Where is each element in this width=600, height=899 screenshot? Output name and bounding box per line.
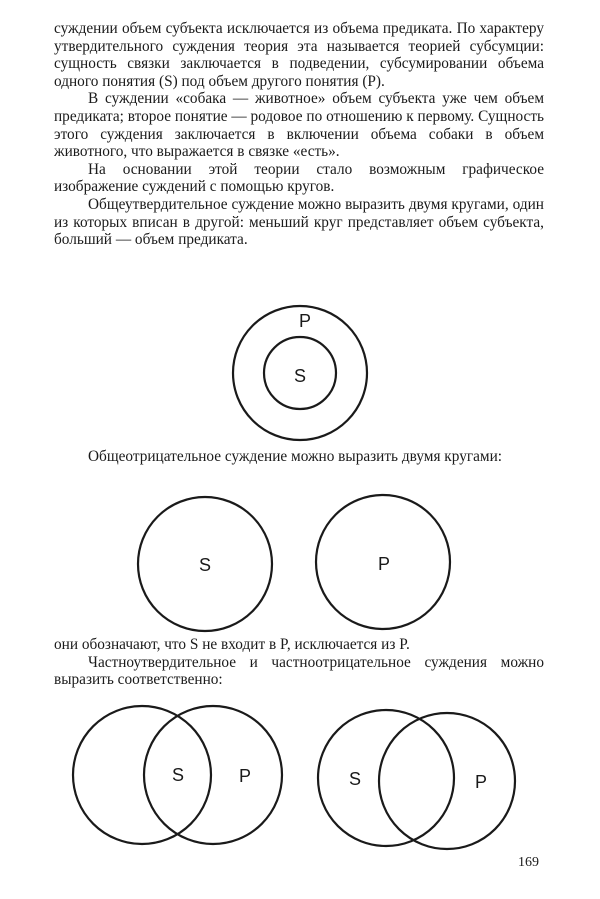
circle-s (73, 706, 211, 844)
label-p: P (238, 766, 252, 786)
label-s: S (198, 555, 212, 575)
paragraph: Частноутвердительное и частноотрицательное суждения можно выразить соответственно: (54, 653, 544, 689)
paragraph: они обозначают, что S не входит в P, исключается из P. (54, 636, 410, 653)
label-p: P (474, 772, 488, 792)
paragraph: Общеотрицательное суждение можно выразить двумя кругами: (88, 448, 503, 465)
overlap-affirmative-diagram (73, 706, 282, 844)
label-s: S (293, 366, 307, 386)
nested-circles-diagram (233, 306, 367, 440)
circle-s (318, 710, 454, 846)
overlap-negative-diagram (318, 710, 515, 849)
paragraph: В суждении «собака — животное» объем субъекта уже чем объем предиката; второе понятие — родовое по отношению к первому. Сущность этого суждения заключается в включении объема собаки в объем животного, что выражается в связке «есть». (54, 90, 544, 161)
label-s: S (348, 769, 362, 789)
separate-circles-diagram (138, 495, 450, 631)
label-s: S (171, 765, 185, 785)
circle-p (144, 706, 282, 844)
label-p: P (377, 554, 391, 574)
page-number: 169 (518, 855, 539, 870)
paragraph: суждении объем субъекта исключается из объема предиката. По характеру утвердительного суждения теория эта называется теорией субсумции: сущность связки заключается в подведении, субсумировании объема одного понятия (S) под объем другого понятия (P). (54, 20, 544, 90)
circle-p (379, 713, 515, 849)
paragraph: На основании этой теории стало возможным графическое изображение суждений с помощью кругов. (54, 160, 544, 196)
paragraph: Общеутвердительное суждение можно выразить двумя кругами, один из которых вписан в другой: меньший круг представляет объем субъекта, больший — объем предиката. (54, 195, 544, 249)
label-p: P (298, 311, 312, 331)
